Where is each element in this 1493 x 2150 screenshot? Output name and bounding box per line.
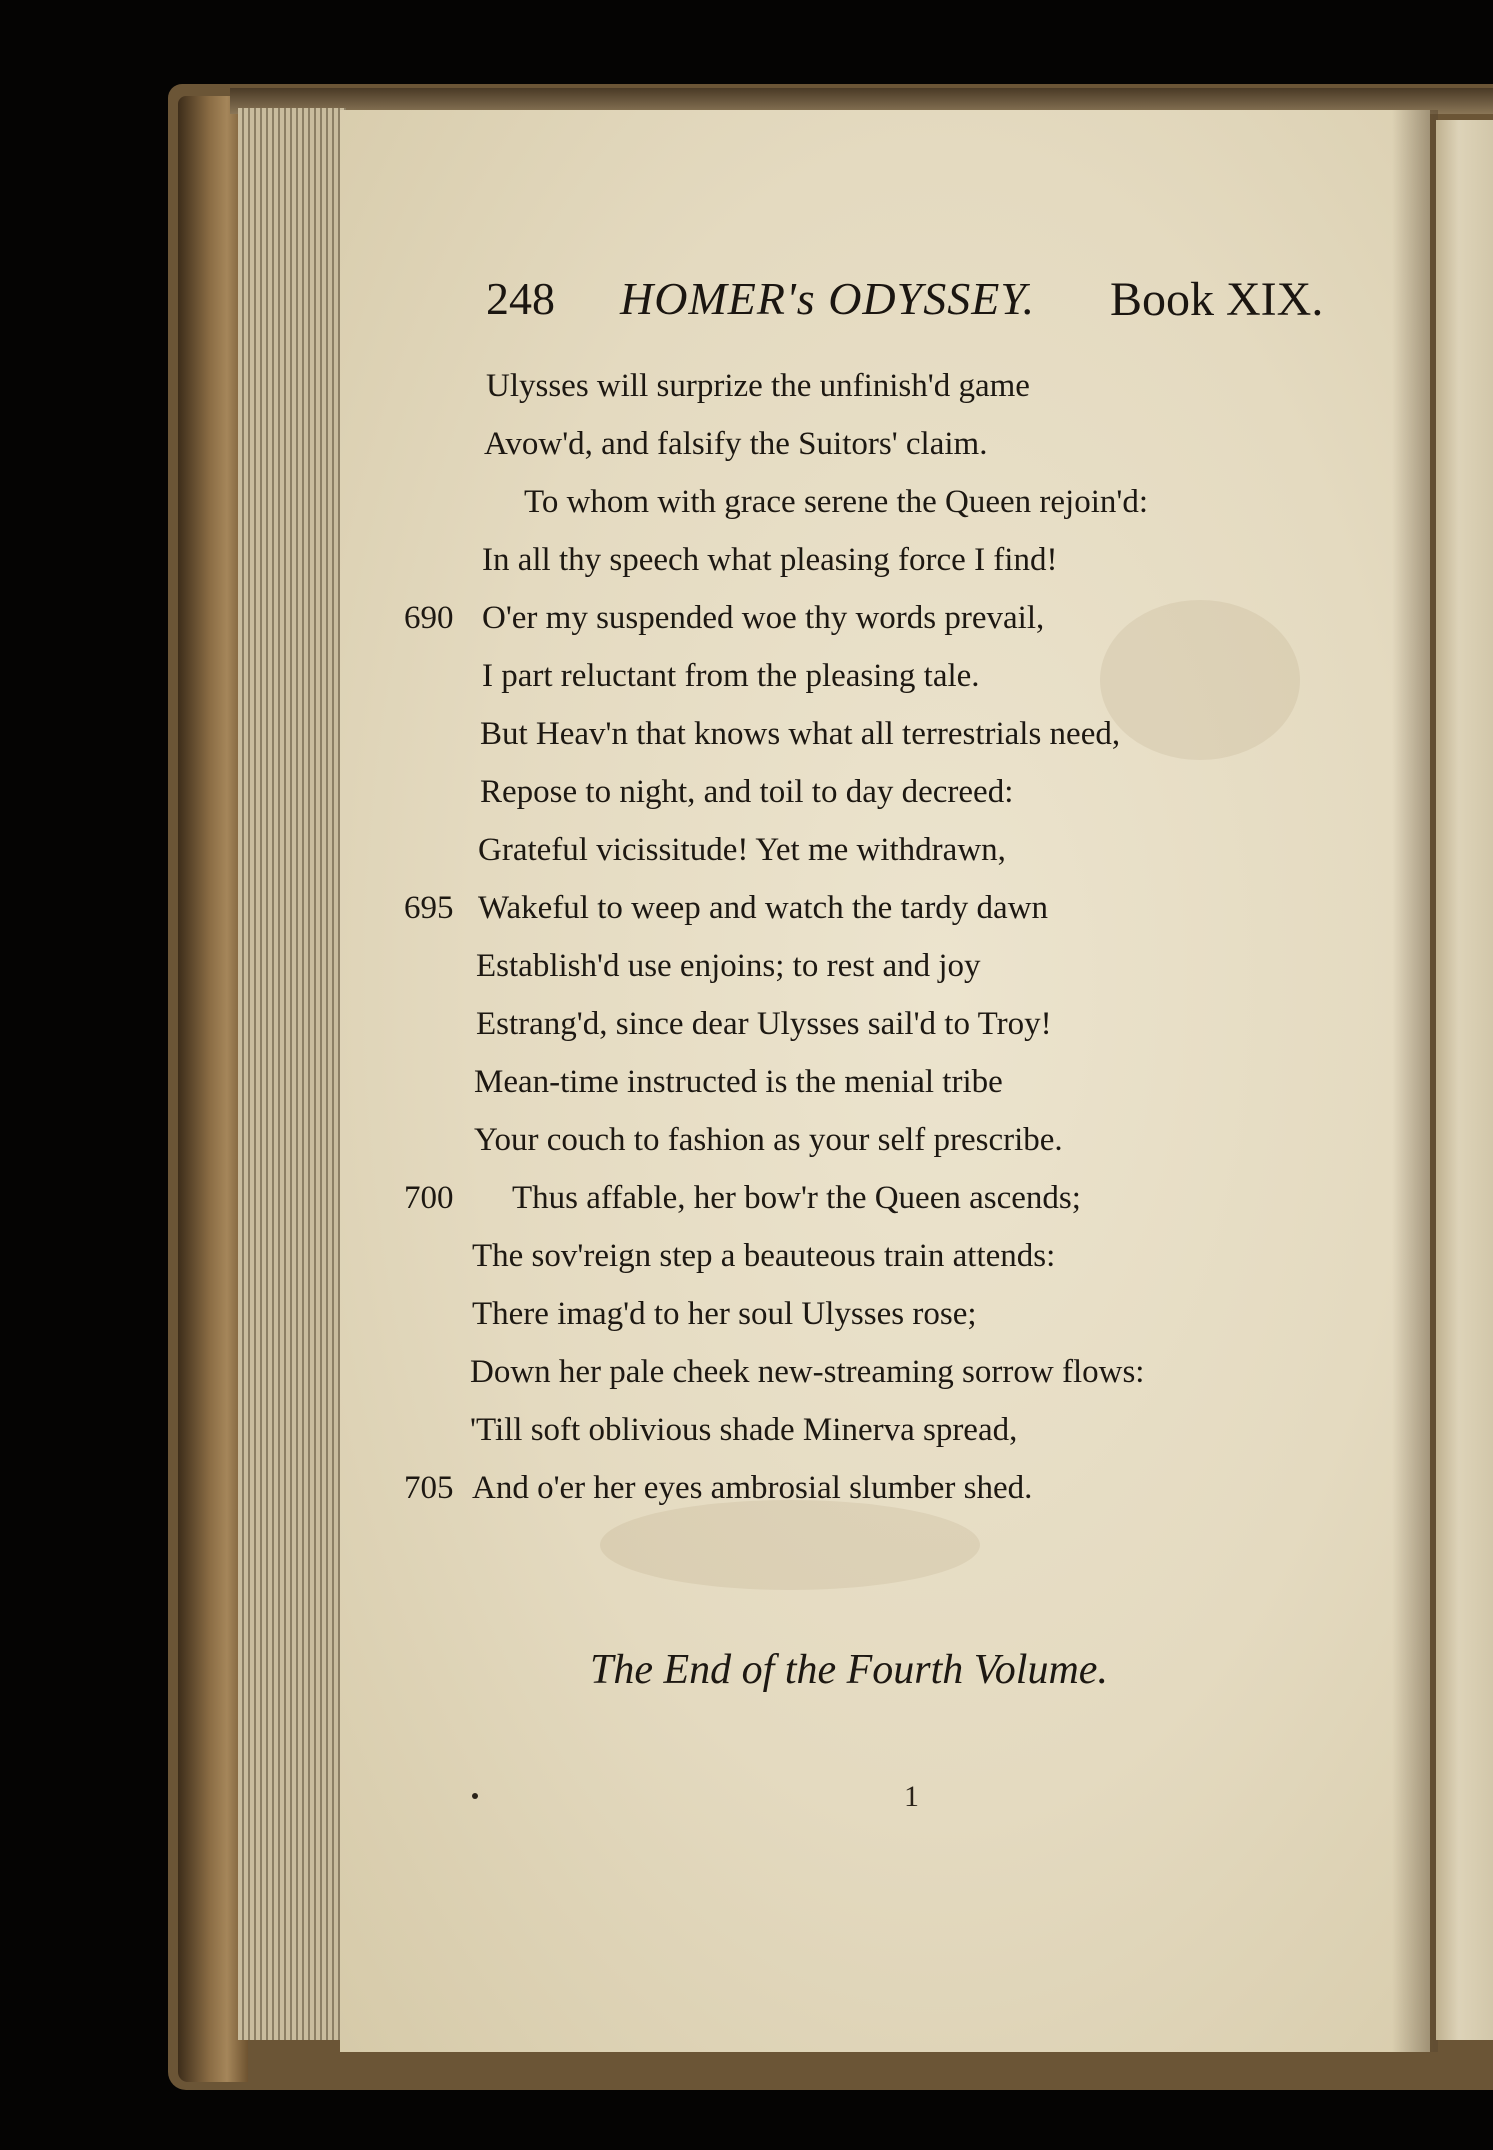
verse-text: Thus affable, her bow'r the Queen ascends; [512, 1180, 1081, 1216]
verse-line [0, 484, 1330, 542]
verse-line [0, 1180, 1330, 1238]
verse-line [0, 1412, 1330, 1470]
verse-text: Your couch to fashion as your self prescribe. [474, 1122, 1063, 1158]
verse-line [0, 948, 1330, 1006]
verse-line [0, 1064, 1330, 1122]
verse-text: Wakeful to weep and watch the tardy dawn [478, 890, 1049, 926]
running-title: HOMER's ODYSSEY. [620, 273, 1036, 324]
verse-line [0, 658, 1330, 716]
verse-line [0, 1122, 1330, 1180]
verse-line [0, 890, 1330, 948]
verse-text: Grateful vicissitude! Yet me withdrawn, [478, 832, 1006, 868]
verse-text: O'er my suspended woe thy words prevail, [482, 600, 1045, 636]
page-number: 248 [486, 273, 555, 324]
verse-text: Avow'd, and falsify the Suitors' claim. [484, 426, 988, 462]
verse-line [0, 600, 1330, 658]
verse-line [0, 1006, 1330, 1064]
signature-mark: 1 [904, 1780, 919, 1813]
verse-text: There imag'd to her soul Ulysses rose; [472, 1296, 977, 1332]
verse-text: 'Till soft oblivious shade Minerva spread, [470, 1412, 1018, 1448]
verse-line [0, 1296, 1330, 1354]
verse-line [0, 1354, 1330, 1412]
running-header [486, 272, 1346, 338]
book-label: Book XIX. [1110, 273, 1324, 326]
verse-text: Ulysses will surprize the unfinish'd game [486, 368, 1030, 404]
verse-line [0, 1238, 1330, 1296]
ink-dot [472, 1793, 478, 1799]
verse-text: Establish'd use enjoins; to rest and joy [476, 948, 981, 984]
gutter-shadow [1392, 110, 1438, 2052]
verse-text: Down her pale cheek new-streaming sorrow flows: [470, 1354, 1145, 1390]
verse-line [0, 832, 1330, 890]
end-of-volume: The End of the Fourth Volume. [590, 1647, 1108, 1693]
verse-text: To whom with grace serene the Queen rejoin'd: [524, 484, 1149, 520]
verse-text: I part reluctant from the pleasing tale. [482, 658, 980, 694]
verse-text: And o'er her eyes ambrosial slumber shed. [472, 1470, 1033, 1506]
line-number: 690 [404, 600, 454, 636]
verse-text: The sov'reign step a beauteous train attends: [472, 1238, 1056, 1274]
line-number: 705 [404, 1470, 454, 1506]
verse-text: Mean-time instructed is the menial tribe [474, 1064, 1003, 1100]
verse-line [0, 1470, 1330, 1528]
facing-page-edge [1436, 120, 1493, 2040]
line-number: 700 [404, 1180, 454, 1216]
verse-text: Estrang'd, since dear Ulysses sail'd to Troy! [476, 1006, 1052, 1042]
verse-line [0, 716, 1330, 774]
verse-line [0, 426, 1330, 484]
verse-text: But Heav'n that knows what all terrestrials need, [480, 716, 1121, 752]
line-number: 695 [404, 890, 454, 926]
verse-line [0, 542, 1330, 600]
verse-line [0, 368, 1330, 426]
verse-text: Repose to night, and toil to day decreed: [480, 774, 1014, 810]
verse-text: In all thy speech what pleasing force I find! [482, 542, 1058, 578]
verse-line [0, 774, 1330, 832]
